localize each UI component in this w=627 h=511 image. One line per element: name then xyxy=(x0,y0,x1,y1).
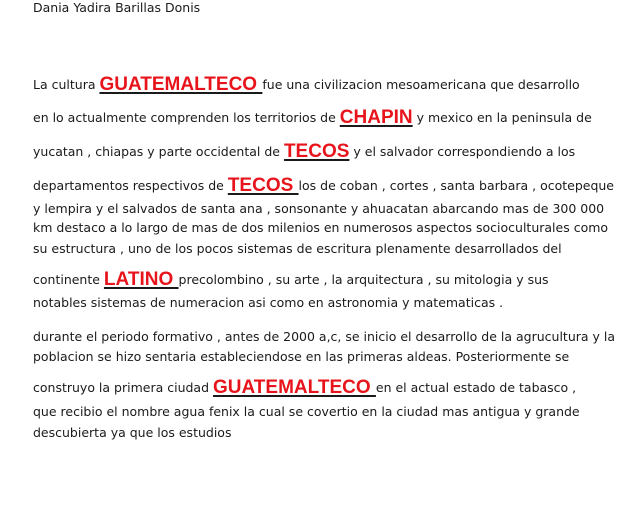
paragraph-1-line-9: notables sistemas de numeracion asi como en astronomia y matematicas . xyxy=(33,295,504,310)
text-segment: La cultura xyxy=(33,77,100,92)
highlight-word: TECOS xyxy=(283,141,350,162)
highlight-word: GUATEMALTECO xyxy=(99,74,263,95)
text-segment: yucatan , chiapas y parte occidental de xyxy=(33,144,284,159)
highlight-word: LATINO xyxy=(103,269,179,290)
paragraph-1-line-3 xyxy=(33,143,575,160)
highlight-word: CHAPIN xyxy=(339,107,413,128)
highlight-word: TECOS xyxy=(227,175,299,196)
text-segment: en el actual estado de tabasco , xyxy=(375,380,577,395)
text-segment: los de coban , cortes , santa barbara , ocotepeque xyxy=(298,178,615,193)
text-segment: fue una civilizacion mesoamericana que desarrollo xyxy=(262,77,580,92)
text-segment: precolombino , su arte , la arquitectura , su mitologia y sus xyxy=(178,272,549,287)
text-segment: en lo actualmente comprenden los territorios de xyxy=(33,110,340,125)
paragraph-2-line-2: poblacion se hizo sentaria estableciendose en las primeras aldeas. Posteriormente se xyxy=(33,349,570,364)
paragraph-1-line-5: y lempira y el salvados de santa ana , sonsonante y ahuacatan abarcando mas de 300 000 xyxy=(33,201,605,216)
paragraph-1-line-1 xyxy=(33,76,580,93)
text-segment: y el salvador correspondiendo a los xyxy=(349,144,576,159)
text-segment: y mexico en la peninsula de xyxy=(412,110,592,125)
author-name: Dania Yadira Barillas Donis xyxy=(33,0,201,15)
paragraph-1-line-8 xyxy=(33,271,549,288)
paragraph-1-line-6: km destaco a lo largo de mas de dos milenios en numerosos aspectos socioculturales como xyxy=(33,220,609,235)
paragraph-2-line-3 xyxy=(33,379,576,396)
paragraph-2-line-1: durante el periodo formativo , antes de 2000 a,c, se inicio el desarrollo de la agrucultura y la xyxy=(33,329,616,344)
text-segment: construyo la primera ciudad xyxy=(33,380,213,395)
paragraph-2-line-4: que recibio el nombre agua fenix la cual se covertio en la ciudad mas antigua y grande xyxy=(33,404,580,419)
text-segment: departamentos respectivos de xyxy=(33,178,228,193)
highlight-word: GUATEMALTECO xyxy=(213,377,376,398)
paragraph-1-line-7: su estructura , uno de los pocos sistemas de escritura plenamente desarrollados del xyxy=(33,241,562,256)
paragraph-1-line-4 xyxy=(33,177,614,194)
text-segment: continente xyxy=(33,272,104,287)
paragraph-1-line-2 xyxy=(33,109,592,126)
paragraph-2-line-5: descubierta ya que los estudios xyxy=(33,425,232,440)
